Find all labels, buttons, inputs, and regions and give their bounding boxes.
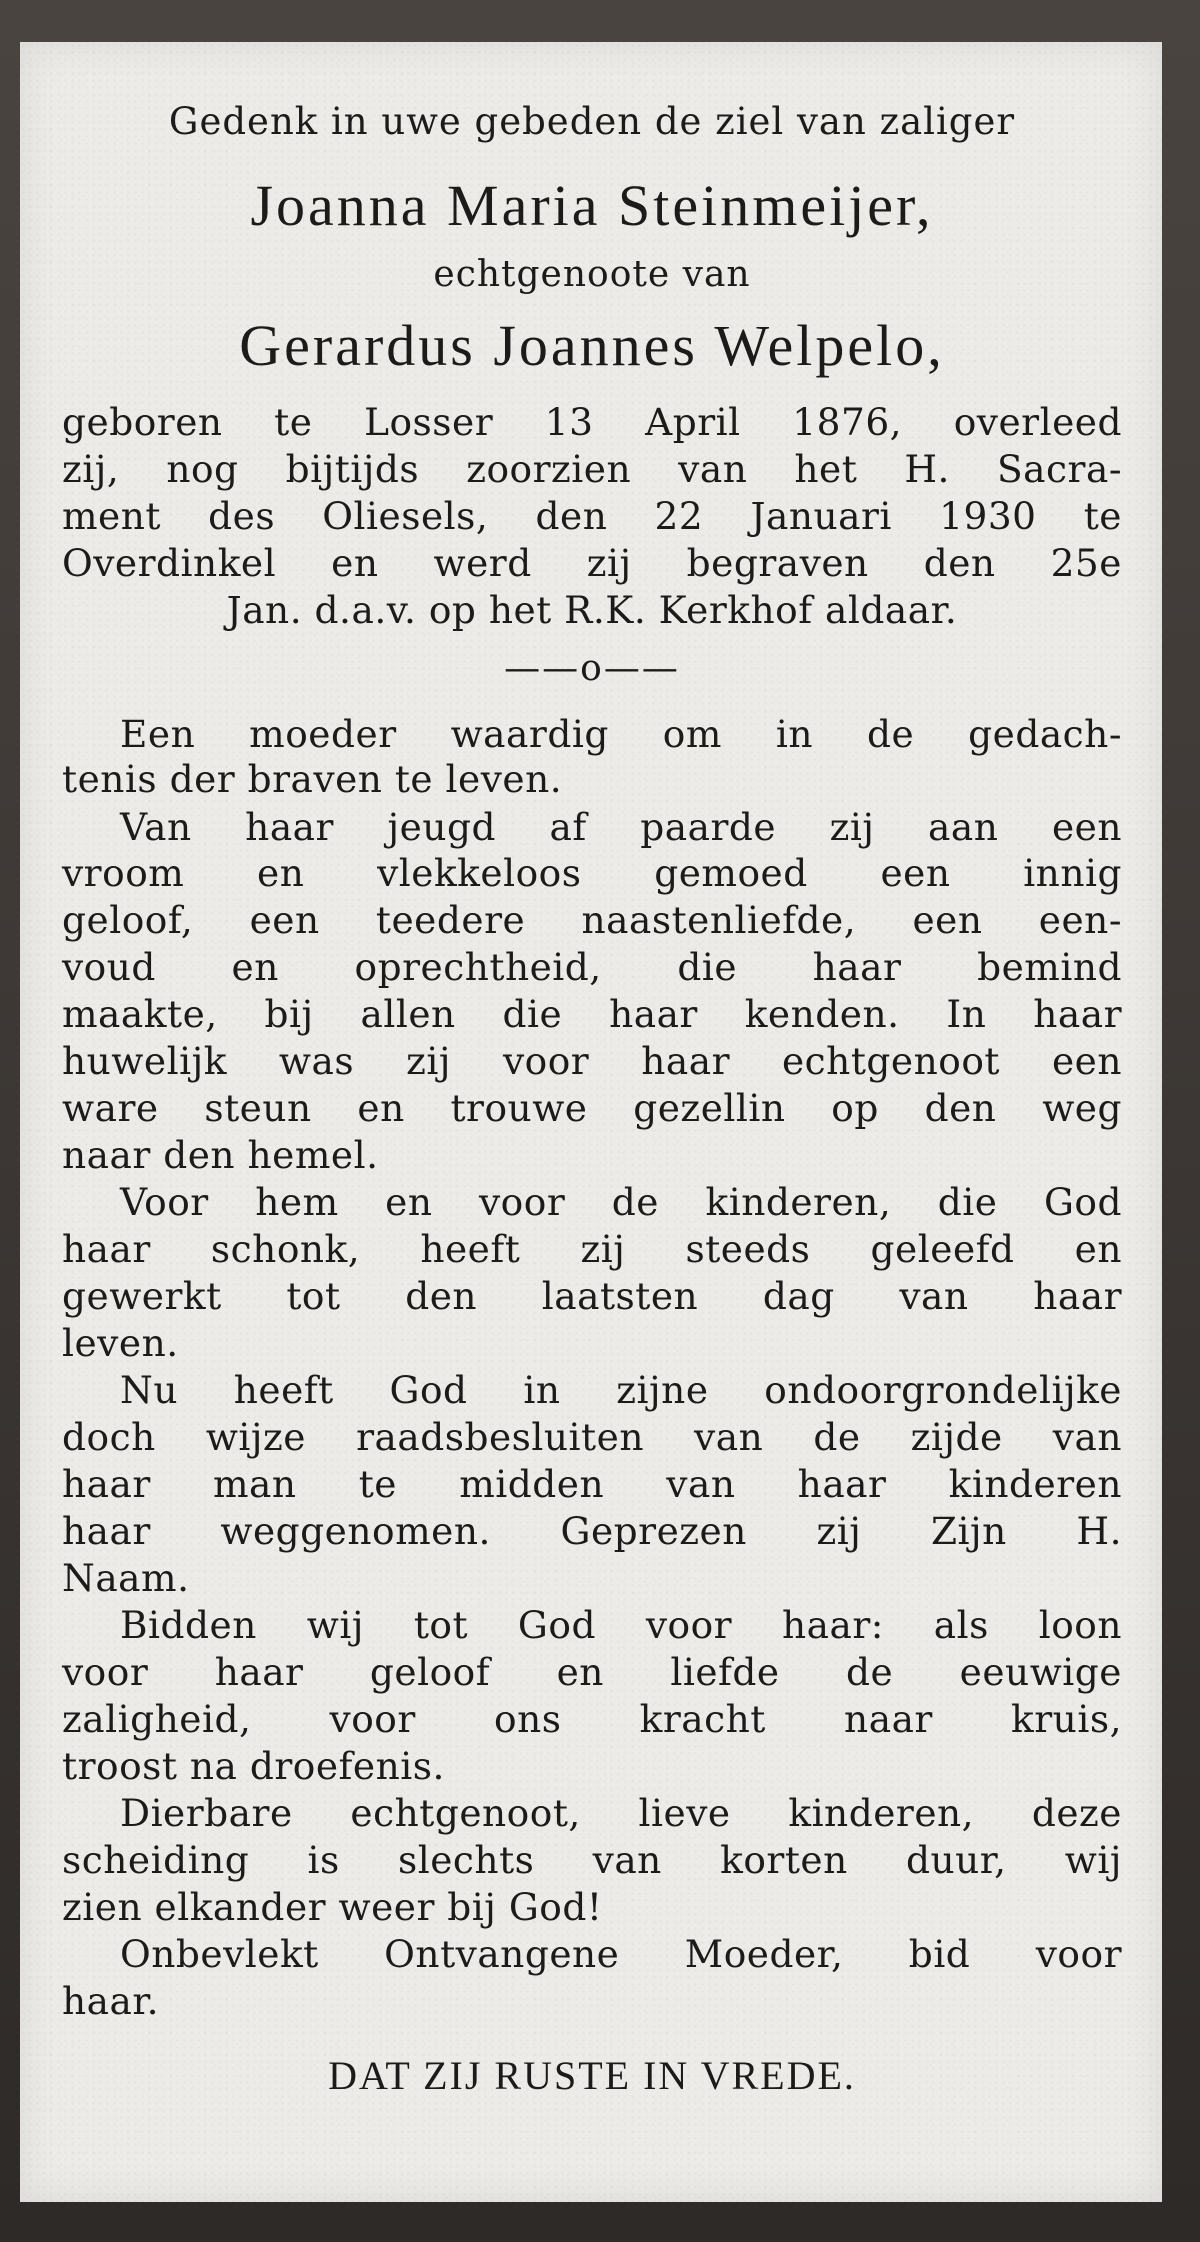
body-line: troost na droefenis. bbox=[62, 1744, 445, 1788]
body-line: zaligheid, voor ons kracht naar kruis, bbox=[62, 1697, 1122, 1741]
body-line: voud en oprechtheid, die haar bemind bbox=[62, 945, 1122, 989]
body-line: Van haar jeugd af paarde zij aan een bbox=[120, 805, 1122, 849]
biography-line: Overdinkel en werd zij begraven den 25e bbox=[62, 541, 1122, 585]
body-line: Nu heeft God in zijne ondoorgrondelijke bbox=[120, 1368, 1122, 1412]
body-line: gewerkt tot den laatsten dag van haar bbox=[62, 1274, 1122, 1318]
closing-line: DAT ZIJ RUSTE IN VREDE. bbox=[328, 2053, 856, 2098]
relation-line: echtgenoote van bbox=[433, 254, 751, 295]
biography-line: ment des Oliesels, den 22 Januari 1930 te bbox=[62, 494, 1122, 538]
body-line: tenis der braven te leven. bbox=[62, 757, 563, 801]
body-line: Bidden wij tot God voor haar: als loon bbox=[120, 1603, 1122, 1647]
body-line: haar. bbox=[62, 1979, 160, 2023]
biography-line: Jan. d.a.v. op het R.K. Kerkhof aldaar. bbox=[226, 588, 958, 632]
body-line: leven. bbox=[62, 1321, 179, 1365]
body-line: Naam. bbox=[62, 1556, 190, 1600]
body-line: scheiding is slechts van korten duur, wij bbox=[62, 1838, 1122, 1882]
body-line: voor haar geloof en liefde de eeuwige bbox=[62, 1650, 1122, 1694]
body-line: naar den hemel. bbox=[62, 1133, 379, 1177]
body-line: haar man te midden van haar kinderen bbox=[62, 1462, 1122, 1506]
body-line: ware steun en trouwe gezellin op den weg bbox=[62, 1086, 1122, 1130]
biography-line: geboren te Losser 13 April 1876, overleed bbox=[62, 400, 1122, 444]
body-line: Een moeder waardig om in de gedach- bbox=[120, 712, 1122, 756]
body-line: geloof, een teedere naastenliefde, een een- bbox=[62, 898, 1122, 942]
divider: ——o—— bbox=[504, 648, 680, 689]
biography-line: zij, nog bijtijds zoorzien van het H. Sacra- bbox=[62, 447, 1122, 491]
body-line: haar schonk, heeft zij steeds geleefd en bbox=[62, 1227, 1122, 1271]
body-line: huwelijk was zij voor haar echtgenoot een bbox=[62, 1039, 1122, 1083]
body-line: zien elkander weer bij God! bbox=[62, 1885, 603, 1929]
intro-line: Gedenk in uwe gebeden de ziel van zaliger bbox=[168, 100, 1016, 143]
body-line: vroom en vlekkeloos gemoed een innig bbox=[62, 851, 1122, 895]
spouse-name: Gerardus Joannes Welpelo, bbox=[239, 313, 945, 378]
body-line: Voor hem en voor de kinderen, die God bbox=[120, 1180, 1122, 1224]
body-line: haar weggenomen. Geprezen zij Zijn H. bbox=[62, 1509, 1122, 1553]
body-line: doch wijze raadsbesluiten van de zijde van bbox=[62, 1415, 1122, 1459]
body-line: Onbevlekt Ontvangene Moeder, bid voor bbox=[120, 1932, 1122, 1976]
body-line: Dierbare echtgenoot, lieve kinderen, deze bbox=[120, 1791, 1122, 1835]
body-line: maakte, bij allen die haar kenden. In haar bbox=[62, 992, 1122, 1036]
deceased-name: Joanna Maria Steinmeijer, bbox=[250, 173, 934, 238]
